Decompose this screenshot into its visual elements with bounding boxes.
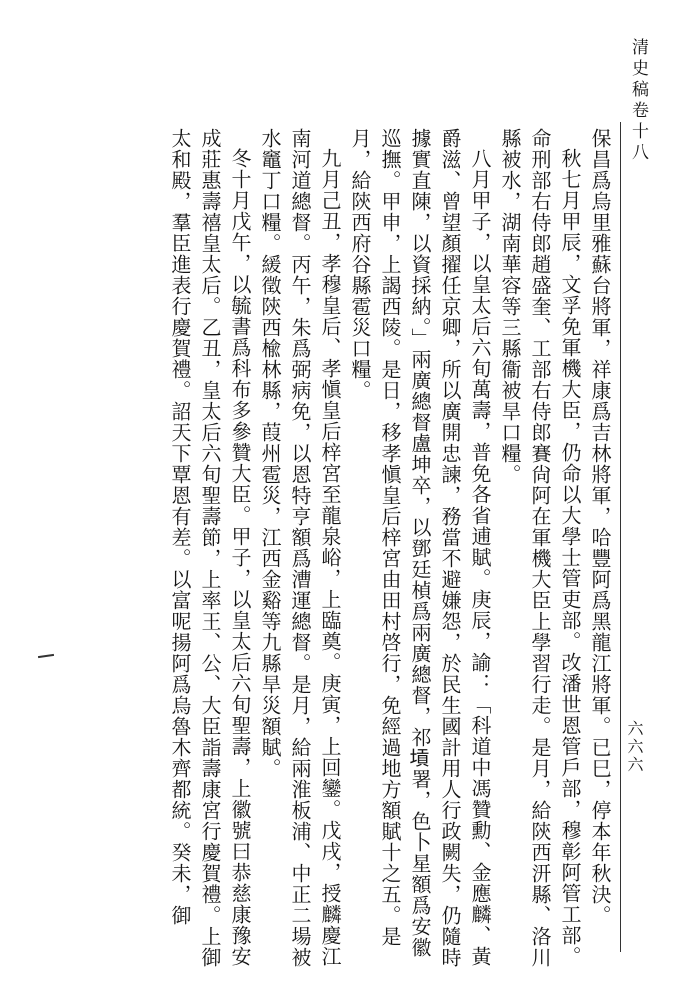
paragraph-3: 八月甲子，以皇太后六旬萬壽，普免各省逋賦。庚辰，諭：「科道中馮贊勳、金應麟、黃爵滋、曾望顏擢任京卿，所以廣開忠諫，務當不避嫌怨，於民生國計用人行政闕失，仍隨時據實直陳，以資採納。」兩廣總督盧坤卒，以鄧廷楨爲兩廣總督，祁𡎴署，色卜星額爲安徽巡撫。甲申，上謁西陵。是日，移孝愼皇后梓宮由田村啓行，免經過地方額賦十之五。是月，給陝西府谷縣雹災口糧。: [348, 128, 492, 968]
running-header: 清史稿卷十八: [628, 38, 648, 164]
paragraph-2: 秋七月甲辰，文孚免軍機大臣，仍命以大學士管吏部。改潘世恩管戶部，穆彰阿管工部。命刑部右侍郎趙盛奎、工部右侍郎賽尙阿在軍機大臣上學習行走。是月，給陝西汧縣、洛川縣被水，湖南華容等三縣衞被旱口糧。: [498, 128, 582, 968]
paragraph-4: 九月己丑，孝穆皇后、孝愼皇后梓宮至龍泉峪，上臨奠。庚寅，上回鑾。戊戌，授麟慶江南河道總督。丙午，朱爲弼病免，以恩特亨額爲漕運總督。是月，給兩淮板浦、中正二場被水竈丁口糧。緩徵陝西楡林縣，葭州雹災，江西金谿等九縣旱災額賦。: [258, 128, 342, 968]
paragraph-5: 冬十月戊午，以毓書爲科布多參贊大臣。甲子，以皇太后六旬聖壽，上徽號曰恭慈康豫安成莊惠壽禧皇太后。乙丑，皇太后六旬聖壽節，上率王、公、大臣詣壽康宮行慶賀禮。上御太和殿，羣臣進表行慶賀禮。詔天下覃恩有差。以富呢揚阿爲烏魯木齊都統。癸未，御: [168, 128, 252, 968]
page-number: 六六六: [625, 720, 644, 774]
header-rule: [620, 122, 621, 952]
paragraph-1: 保昌爲烏里雅蘇台將軍，祥康爲吉林將軍，哈豐阿爲黑龍江將軍。已巳，停本年秋決。: [588, 128, 612, 926]
main-text: [45, 128, 615, 973]
